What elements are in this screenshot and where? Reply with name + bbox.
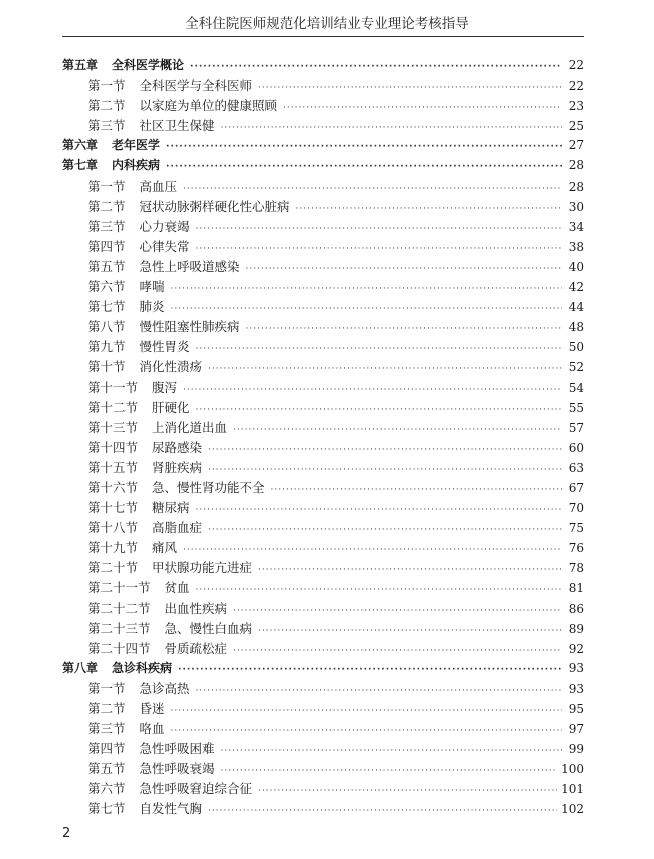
table-of-contents xyxy=(62,56,584,820)
toc-entry-title: 肺炎 xyxy=(139,299,165,315)
toc-section-entry[interactable] xyxy=(62,237,584,257)
toc-section-entry[interactable] xyxy=(62,438,584,458)
toc-dot-leader xyxy=(208,445,562,455)
toc-dot-leader xyxy=(246,324,562,334)
page-number: 2 xyxy=(62,826,71,841)
toc-dot-leader xyxy=(221,746,562,756)
toc-dot-leader xyxy=(190,62,562,72)
toc-entry-page: 42 xyxy=(568,280,584,295)
toc-section-entry[interactable] xyxy=(62,418,584,438)
toc-entry-label: 第十节 xyxy=(88,359,126,375)
toc-entry-title: 昏迷 xyxy=(139,701,165,716)
toc-entry-title: 腹泻 xyxy=(152,379,178,395)
toc-dot-leader xyxy=(233,606,562,616)
toc-entry-page: 97 xyxy=(568,722,584,737)
toc-entry-title: 痛风 xyxy=(152,540,178,556)
toc-section-entry[interactable] xyxy=(62,518,584,538)
toc-section-entry[interactable] xyxy=(62,478,584,498)
toc-section-entry[interactable] xyxy=(62,398,584,418)
toc-chapter-entry[interactable] xyxy=(62,659,584,679)
toc-entry-label: 第一节 xyxy=(88,680,126,696)
toc-entry-page: 81 xyxy=(568,581,584,596)
toc-entry-label: 第七章 xyxy=(62,158,99,173)
toc-entry-page: 95 xyxy=(568,702,584,716)
toc-entry-title: 全科医学与全科医师 xyxy=(139,78,253,94)
toc-entry-label: 第五节 xyxy=(88,258,126,274)
toc-entry-label: 第十六节 xyxy=(88,479,139,495)
toc-dot-leader xyxy=(271,485,562,495)
toc-entry-label: 第二十一节 xyxy=(88,580,151,596)
toc-section-entry[interactable] xyxy=(62,739,584,759)
toc-section-entry[interactable] xyxy=(62,759,584,779)
toc-entry-label: 第五章 xyxy=(62,58,99,72)
toc-entry-page: 60 xyxy=(568,440,584,455)
toc-dot-leader xyxy=(296,204,562,214)
toc-entry-page: 101 xyxy=(561,782,584,797)
toc-entry-label: 第二十四节 xyxy=(88,640,151,656)
toc-entry-title: 急、慢性肾功能不全 xyxy=(152,479,265,495)
toc-entry-page: 89 xyxy=(568,621,584,636)
toc-entry-title: 社区卫生保健 xyxy=(139,118,215,134)
toc-entry-label: 第五节 xyxy=(88,761,126,777)
toc-section-entry[interactable] xyxy=(62,76,584,96)
toc-entry-title: 急性上呼吸道感染 xyxy=(139,258,240,274)
toc-entry-page: 93 xyxy=(568,681,584,696)
toc-dot-leader xyxy=(196,244,562,254)
toc-dot-leader xyxy=(196,405,562,415)
toc-section-entry[interactable] xyxy=(62,116,584,136)
toc-entry-title: 以家庭为单位的健康照顾 xyxy=(139,98,278,114)
toc-entry-page: 75 xyxy=(568,521,584,536)
toc-entry-label: 第七节 xyxy=(88,299,126,315)
toc-entry-label: 第二十节 xyxy=(88,560,139,576)
toc-entry-title: 心律失常 xyxy=(139,238,190,254)
toc-section-entry[interactable] xyxy=(62,96,584,116)
toc-entry-label: 第二十三节 xyxy=(88,620,151,636)
toc-entry-label: 第十七节 xyxy=(88,500,139,516)
toc-dot-leader xyxy=(183,545,562,555)
toc-dot-leader xyxy=(233,646,562,656)
toc-entry-page: 86 xyxy=(568,601,584,616)
toc-section-entry[interactable] xyxy=(62,538,584,558)
toc-entry-label: 第四节 xyxy=(88,238,126,254)
toc-entry-page: 55 xyxy=(568,400,584,415)
toc-entry-page: 28 xyxy=(568,179,584,194)
toc-entry-title: 尿路感染 xyxy=(152,439,203,455)
toc-dot-leader xyxy=(196,585,562,595)
toc-entry-page: 102 xyxy=(561,802,584,817)
toc-entry-title: 咯血 xyxy=(139,721,165,737)
toc-entry-page: 22 xyxy=(568,79,584,94)
toc-entry-label: 第六章 xyxy=(62,138,99,153)
toc-entry-page: 52 xyxy=(568,360,584,375)
toc-dot-leader xyxy=(283,103,562,113)
toc-entry-label: 第十四节 xyxy=(88,439,139,455)
toc-dot-leader xyxy=(233,425,562,435)
toc-entry-label: 第三节 xyxy=(88,118,126,134)
toc-dot-leader xyxy=(171,706,562,716)
toc-entry-page: 92 xyxy=(568,641,584,656)
toc-dot-leader xyxy=(221,766,558,776)
toc-dot-leader xyxy=(196,224,562,234)
toc-section-entry[interactable] xyxy=(62,378,584,398)
toc-dot-leader xyxy=(171,284,562,294)
toc-section-entry[interactable] xyxy=(62,317,584,337)
toc-section-entry[interactable] xyxy=(62,699,584,719)
toc-entry-label: 第三节 xyxy=(88,218,126,234)
toc-dot-leader xyxy=(183,385,562,395)
toc-entry-page: 40 xyxy=(568,259,584,274)
toc-entry-label: 第六节 xyxy=(88,279,126,295)
toc-section-entry[interactable] xyxy=(62,197,584,217)
toc-entry-label: 第八节 xyxy=(88,319,126,335)
toc-entry-page: 93 xyxy=(568,660,584,675)
toc-section-entry[interactable] xyxy=(62,558,584,578)
toc-section-entry[interactable] xyxy=(62,337,584,357)
toc-entry-label: 第一节 xyxy=(88,78,126,94)
toc-entry-page: 30 xyxy=(568,199,584,214)
toc-entry-label: 第二十二节 xyxy=(88,600,151,616)
toc-chapter-entry[interactable] xyxy=(62,156,584,176)
toc-entry-title: 高脂血症 xyxy=(152,520,203,536)
toc-entry-label: 第二节 xyxy=(88,98,126,114)
toc-entry-label: 第十九节 xyxy=(88,540,139,556)
toc-entry-label: 第二节 xyxy=(88,701,126,716)
toc-dot-leader xyxy=(221,123,562,133)
header-divider xyxy=(62,36,584,37)
toc-entry-title: 贫血 xyxy=(164,580,190,596)
toc-entry-page: 23 xyxy=(568,99,584,114)
toc-entry-page: 100 xyxy=(561,762,584,777)
toc-entry-title: 内科疾病 xyxy=(112,158,161,173)
toc-entry-label: 第十八节 xyxy=(88,520,139,536)
toc-dot-leader xyxy=(258,565,562,575)
toc-entry-title: 骨质疏松症 xyxy=(164,640,228,656)
running-header-title: 全科住院医师规范化培训结业专业理论考核指导 xyxy=(185,16,469,32)
toc-entry-label: 第十五节 xyxy=(88,459,139,475)
toc-section-entry[interactable] xyxy=(62,639,584,659)
toc-dot-leader xyxy=(166,162,562,172)
toc-entry-page: 22 xyxy=(568,58,584,72)
toc-section-entry[interactable] xyxy=(62,277,584,297)
toc-dot-leader xyxy=(196,344,562,354)
toc-chapter-entry[interactable] xyxy=(62,56,584,76)
toc-entry-label: 第三节 xyxy=(88,721,126,737)
toc-entry-page: 99 xyxy=(568,742,584,757)
toc-entry-label: 第四节 xyxy=(88,741,126,757)
toc-entry-page: 63 xyxy=(568,460,584,475)
toc-section-entry[interactable] xyxy=(62,679,584,699)
toc-section-entry[interactable] xyxy=(62,498,584,518)
toc-entry-page: 25 xyxy=(568,119,584,134)
toc-entry-title: 消化性溃疡 xyxy=(139,359,203,375)
toc-dot-leader xyxy=(171,726,562,736)
toc-dot-leader xyxy=(166,142,562,152)
toc-entry-title: 全科医学概论 xyxy=(112,58,185,72)
toc-entry-page: 38 xyxy=(568,239,584,254)
toc-entry-title: 急性呼吸窘迫综合征 xyxy=(139,781,253,797)
toc-entry-label: 第九节 xyxy=(88,339,126,355)
toc-entry-title: 自发性气胸 xyxy=(139,801,203,817)
toc-dot-leader xyxy=(178,665,562,675)
toc-section-entry[interactable] xyxy=(62,779,584,799)
toc-entry-title: 急性呼吸困难 xyxy=(139,741,215,757)
toc-dot-leader xyxy=(196,505,562,515)
toc-entry-title: 出血性疾病 xyxy=(164,600,228,616)
toc-section-entry[interactable] xyxy=(62,619,584,639)
toc-entry-title: 慢性阻塞性肺疾病 xyxy=(139,319,240,335)
toc-entry-label: 第二节 xyxy=(88,198,126,214)
toc-entry-label: 第十一节 xyxy=(88,379,139,395)
toc-entry-page: 48 xyxy=(568,320,584,335)
toc-section-entry[interactable] xyxy=(62,217,584,237)
toc-entry-title: 甲状腺功能亢进症 xyxy=(152,560,253,576)
toc-dot-leader xyxy=(258,626,562,636)
toc-dot-leader xyxy=(246,264,562,274)
toc-entry-title: 肝硬化 xyxy=(152,399,190,415)
toc-dot-leader xyxy=(183,184,562,194)
toc-entry-title: 急性呼吸衰竭 xyxy=(139,761,215,777)
toc-section-entry[interactable] xyxy=(62,177,584,197)
toc-entry-title: 哮喘 xyxy=(139,279,165,295)
toc-entry-page: 76 xyxy=(568,541,584,556)
toc-entry-page: 54 xyxy=(568,380,584,395)
toc-entry-title: 慢性胃炎 xyxy=(139,339,190,355)
toc-dot-leader xyxy=(208,364,562,374)
toc-entry-title: 上消化道出血 xyxy=(152,419,228,435)
toc-entry-page: 70 xyxy=(568,501,584,516)
toc-section-entry[interactable] xyxy=(62,599,584,619)
toc-entry-label: 第十二节 xyxy=(88,399,139,415)
toc-entry-title: 心力衰竭 xyxy=(139,218,190,234)
toc-section-entry[interactable] xyxy=(62,799,584,819)
toc-dot-leader xyxy=(171,304,562,314)
toc-entry-page: 34 xyxy=(568,219,584,234)
toc-dot-leader xyxy=(208,806,557,816)
toc-section-entry[interactable] xyxy=(62,719,584,739)
toc-entry-page: 27 xyxy=(568,138,584,153)
toc-entry-label: 第八章 xyxy=(62,660,99,675)
toc-entry-title: 冠状动脉粥样硬化性心脏病 xyxy=(139,198,290,214)
toc-entry-label: 第十三节 xyxy=(88,419,139,435)
toc-dot-leader xyxy=(208,525,562,535)
toc-chapter-entry[interactable] xyxy=(62,136,584,156)
toc-entry-title: 糖尿病 xyxy=(152,500,190,516)
toc-entry-page: 28 xyxy=(568,158,584,173)
toc-section-entry[interactable] xyxy=(62,578,584,598)
toc-entry-label: 第六节 xyxy=(88,781,126,797)
toc-dot-leader xyxy=(196,686,562,696)
toc-dot-leader xyxy=(258,83,562,93)
toc-entry-title: 老年医学 xyxy=(112,138,161,153)
toc-entry-page: 57 xyxy=(568,420,584,435)
toc-section-entry[interactable] xyxy=(62,357,584,377)
toc-entry-label: 第七节 xyxy=(88,801,126,817)
toc-section-entry[interactable] xyxy=(62,297,584,317)
toc-entry-title: 高血压 xyxy=(139,178,178,194)
toc-entry-label: 第一节 xyxy=(88,178,126,194)
toc-entry-title: 急诊高热 xyxy=(139,680,190,696)
toc-entry-page: 50 xyxy=(568,340,584,355)
toc-entry-title: 急诊科疾病 xyxy=(112,660,173,675)
toc-entry-title: 急、慢性白血病 xyxy=(164,620,253,636)
toc-entry-title: 肾脏疾病 xyxy=(152,459,203,475)
toc-section-entry[interactable] xyxy=(62,257,584,277)
toc-dot-leader xyxy=(208,465,562,475)
toc-entry-page: 44 xyxy=(568,300,584,315)
toc-entry-page: 78 xyxy=(568,561,584,576)
toc-section-entry[interactable] xyxy=(62,458,584,478)
toc-dot-leader xyxy=(258,786,557,796)
toc-entry-page: 67 xyxy=(568,480,584,495)
